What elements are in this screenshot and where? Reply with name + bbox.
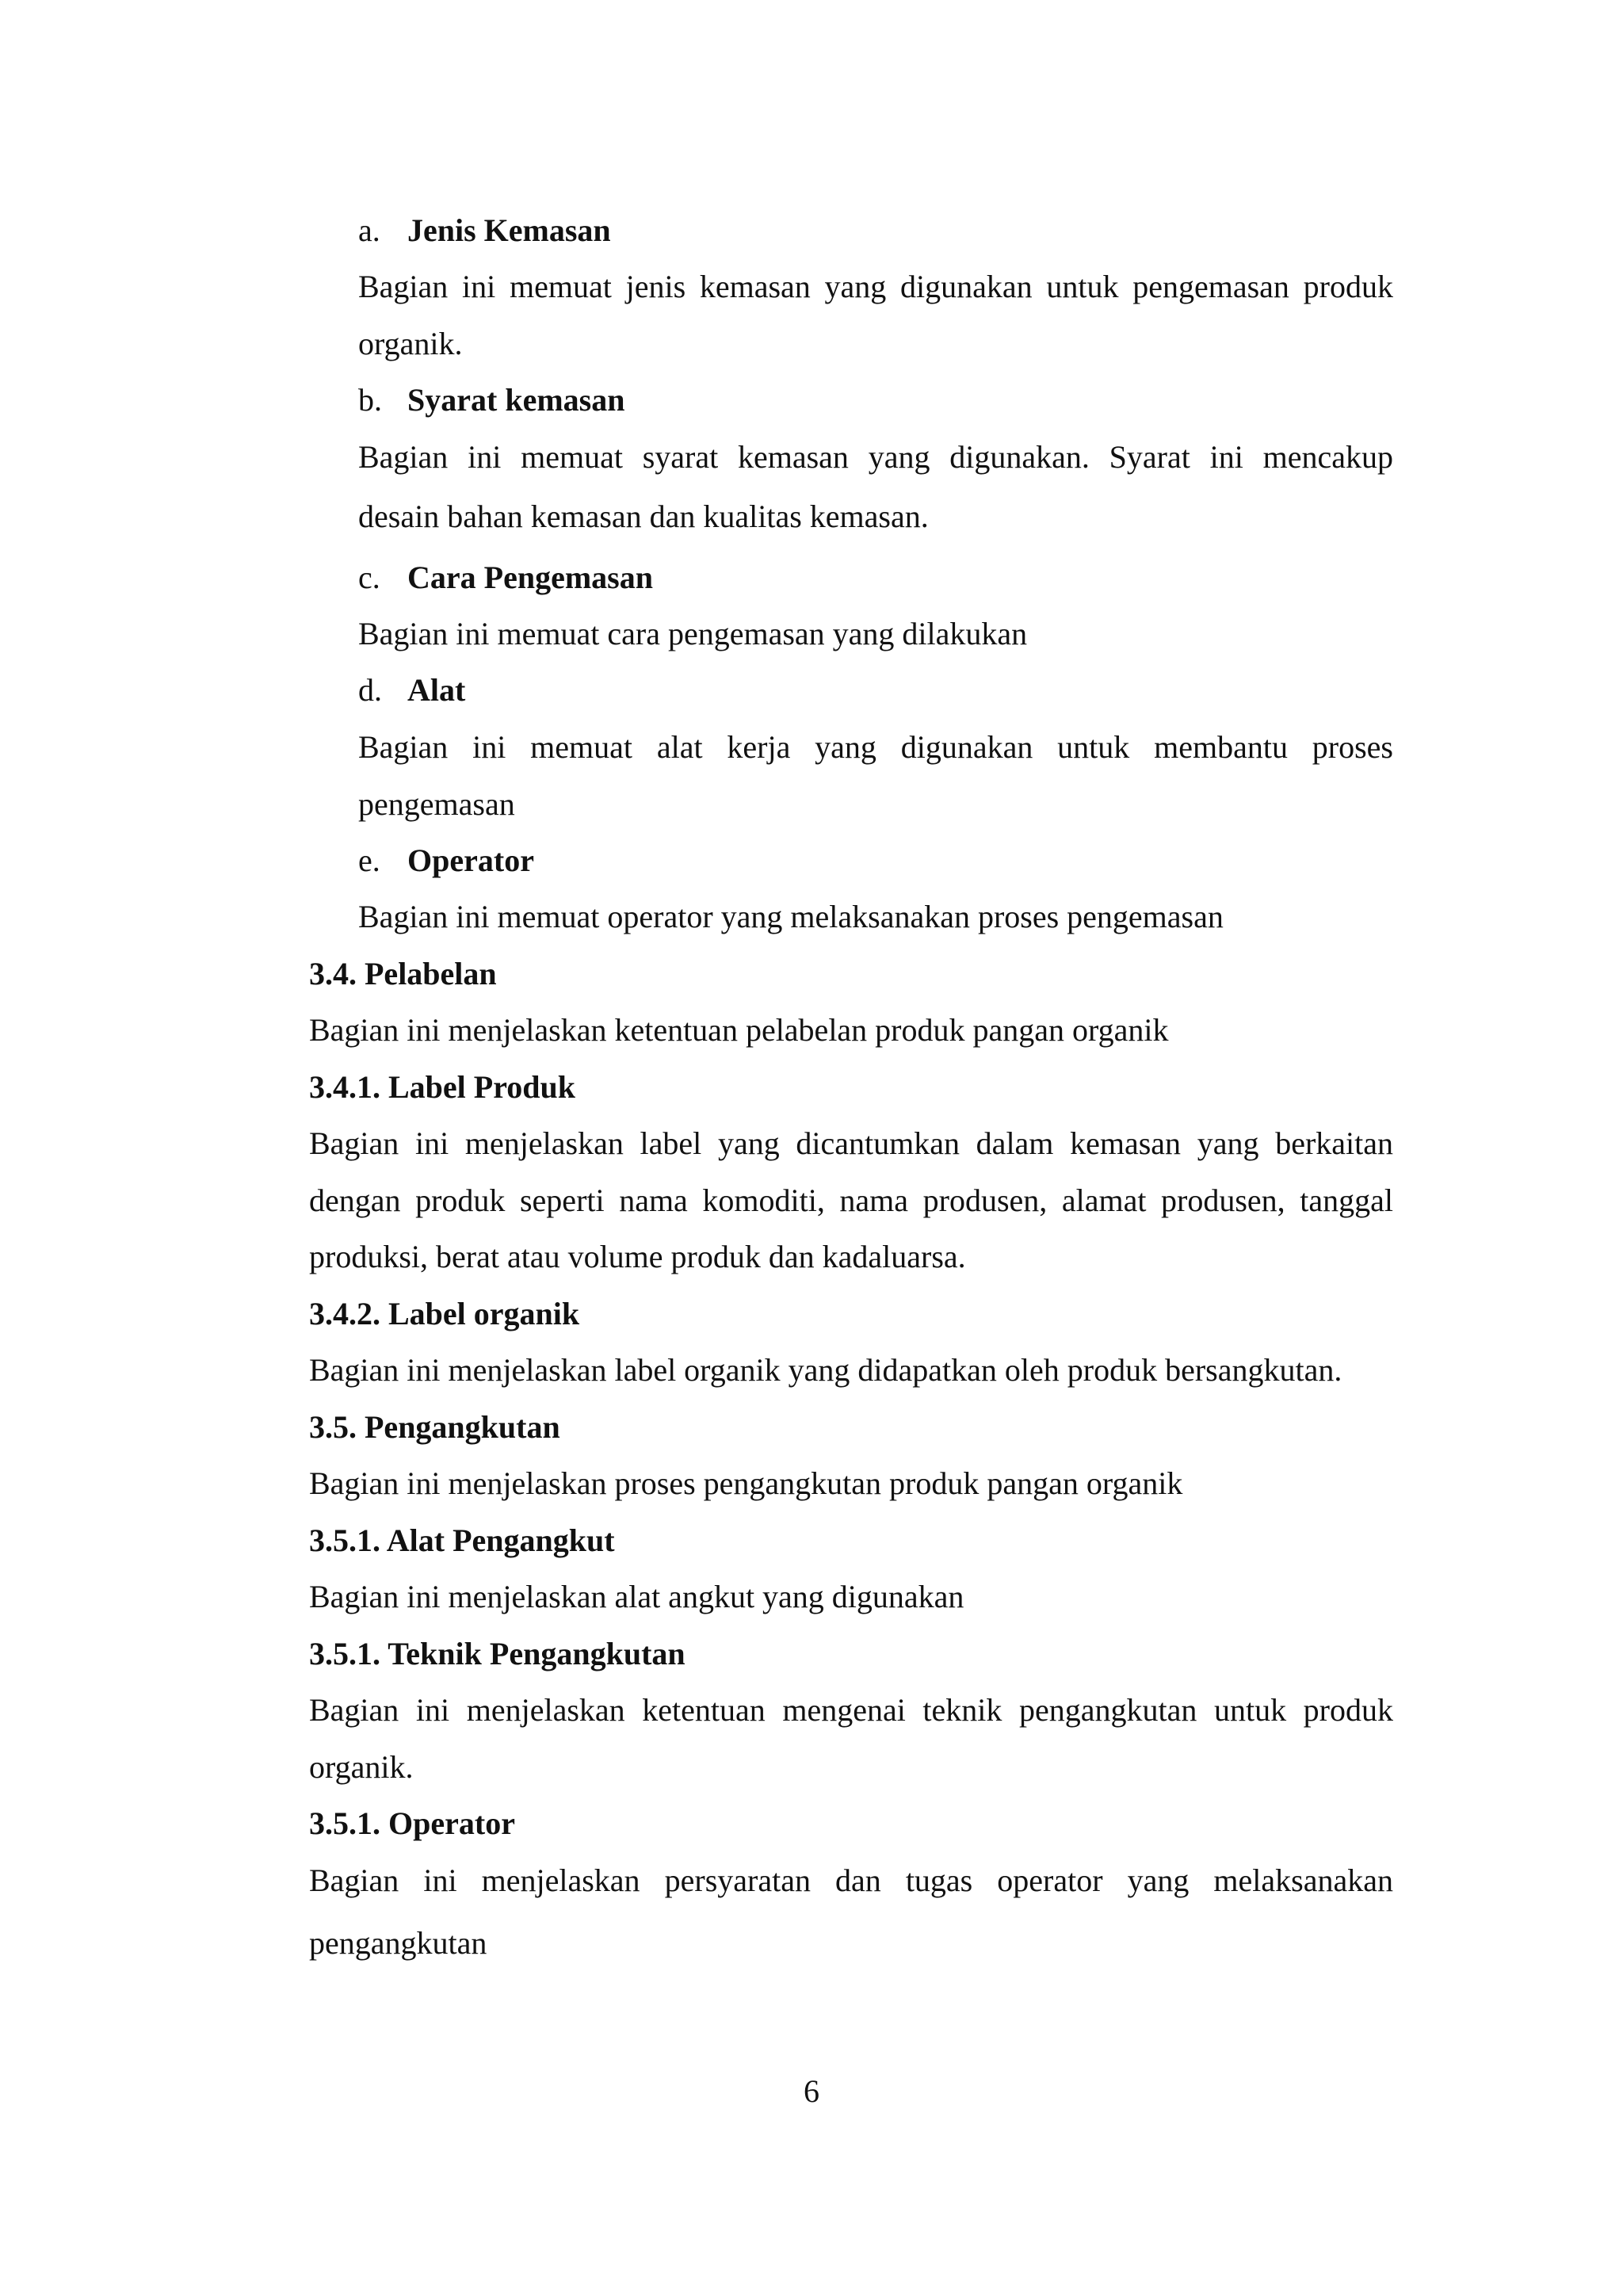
section-heading: 3.5.1. Alat Pengangkut [309,1522,615,1558]
section-heading: 3.5. Pengangkutan [309,1409,560,1445]
section-heading: 3.5.1. Teknik Pengangkutan [309,1636,685,1671]
body-text-line: Bagian ini menjelaskan label yang dicantumkan dalam kemasan yang berkaitan [309,1125,1393,1161]
body-text-line: dengan produk seperti nama komoditi, nama produsen, alamat produsen, tanggal [309,1182,1393,1218]
section-heading: 3.4. Pelabelan [309,956,497,991]
body-text-line: Bagian ini memuat syarat kemasan yang digunakan. Syarat ini mencakup [358,439,1393,475]
body-text-line: Bagian ini menjelaskan proses pengangkutan produk pangan organik [309,1465,1183,1501]
body-text-line: Bagian ini memuat operator yang melaksanakan proses pengemasan [358,899,1224,934]
list-item-title: Syarat kemasan [407,382,625,418]
list-item-title: Operator [407,842,534,878]
section-heading: 3.4.2. Label organik [309,1296,580,1331]
list-item-title: Jenis Kemasan [407,212,611,248]
list-item-letter: a. [358,212,380,248]
body-text-line: organik. [358,326,463,361]
body-text-line: Bagian ini memuat cara pengemasan yang dilakukan [358,616,1028,651]
list-item-title: Alat [407,672,466,708]
body-text-line: Bagian ini memuat alat kerja yang digunakan untuk membantu proses [358,729,1393,765]
body-text-line: organik. [309,1749,414,1785]
body-text-line: Bagian ini menjelaskan label organik yang didapatkan oleh produk bersangkutan. [309,1352,1342,1388]
list-item-letter: e. [358,842,380,878]
section-heading: 3.5.1. Operator [309,1805,515,1841]
body-text-line: Bagian ini menjelaskan alat angkut yang digunakan [309,1579,964,1614]
list-item-letter: c. [358,560,380,595]
section-heading: 3.4.1. Label Produk [309,1069,575,1105]
body-text-line: Bagian ini menjelaskan ketentuan pelabelan produk pangan organik [309,1012,1169,1048]
body-text-line: desain bahan kemasan dan kualitas kemasan. [358,499,929,534]
body-text-line: Bagian ini memuat jenis kemasan yang digunakan untuk pengemasan produk [358,269,1393,304]
body-text-line: produksi, berat atau volume produk dan kadaluarsa. [309,1239,966,1274]
body-text-line: pengemasan [358,786,515,822]
list-item-letter: b. [358,382,382,418]
body-text-line: Bagian ini menjelaskan persyaratan dan tugas operator yang melaksanakan [309,1862,1393,1898]
body-text-line: pengangkutan [309,1925,487,1961]
list-item-title: Cara Pengemasan [407,560,653,595]
body-text-line: Bagian ini menjelaskan ketentuan mengenai teknik pengangkutan untuk produk [309,1692,1393,1728]
page-number: 6 [804,2073,819,2109]
list-item-letter: d. [358,672,382,708]
